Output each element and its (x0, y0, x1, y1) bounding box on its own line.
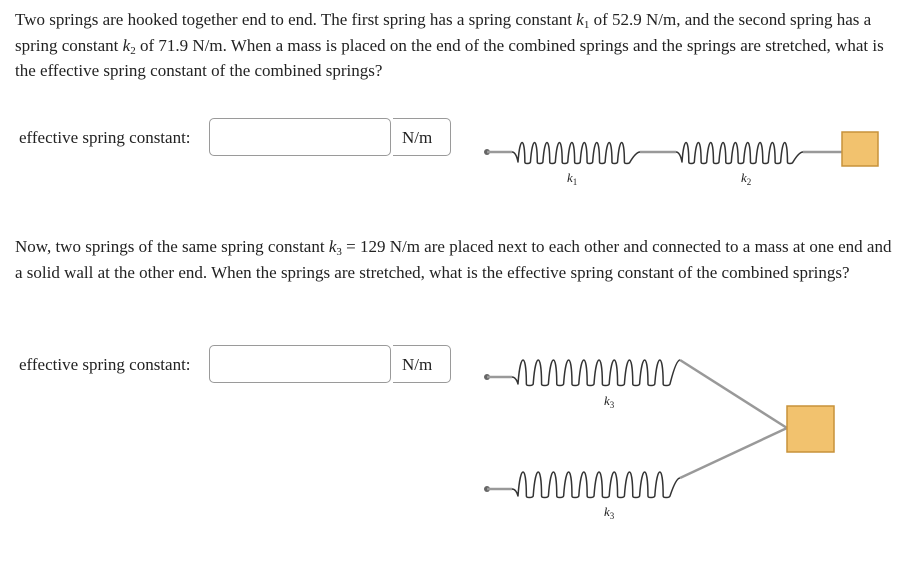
q1-text-part1: Two springs are hooked together end to end. The first spring has a spring constant (15, 10, 577, 29)
series-diagram-drawing (484, 132, 878, 187)
q2-text-part2: = 129 N/m are placed next to each other and connected to a mass at one end and a solid wall at the other end. When the springs are stretched, what is the effective spring constant of the combined springs? (15, 237, 892, 282)
q1-unit-label: N/m (393, 118, 451, 156)
q2-answer-label: effective spring constant: (19, 355, 191, 374)
spring-k3-bottom (512, 472, 680, 498)
k1-symbol: $k_1$ (576, 10, 590, 31)
mass-block-2 (787, 406, 834, 452)
spring-k1-label: $k_1$ (567, 170, 578, 187)
spring-k2 (676, 143, 803, 164)
question-2-text (15, 234, 895, 285)
q1-text-part3: of 71.9 N/m. When a mass is placed on the end of the combined springs and the springs are stretched, what is the effective spring constant of the combined springs? (15, 35, 884, 80)
spring-k3-bottom-label: $k_3$ (604, 504, 615, 521)
spring-k2-label: $k_2$ (741, 170, 752, 187)
spring-k3-top (512, 360, 680, 386)
k2-symbol: $k_2$ (122, 35, 136, 57)
spring-k1 (512, 143, 640, 164)
spring-k3-top-label: $k_3$ (604, 393, 615, 410)
mass-block-1 (842, 132, 878, 166)
q1-answer-label: effective spring constant: (19, 128, 191, 147)
q2-text-part1: Now, two springs of the same spring constant (15, 237, 329, 256)
parallel-diagram-drawing (484, 360, 834, 521)
q2-unit-label: N/m (393, 345, 451, 383)
q1-text-part2: of 52.9 N/m, and the second spring has a spring constant (15, 10, 872, 55)
q2-answer-input[interactable] (209, 345, 391, 383)
k3-symbol: $k_3$ (328, 237, 342, 258)
